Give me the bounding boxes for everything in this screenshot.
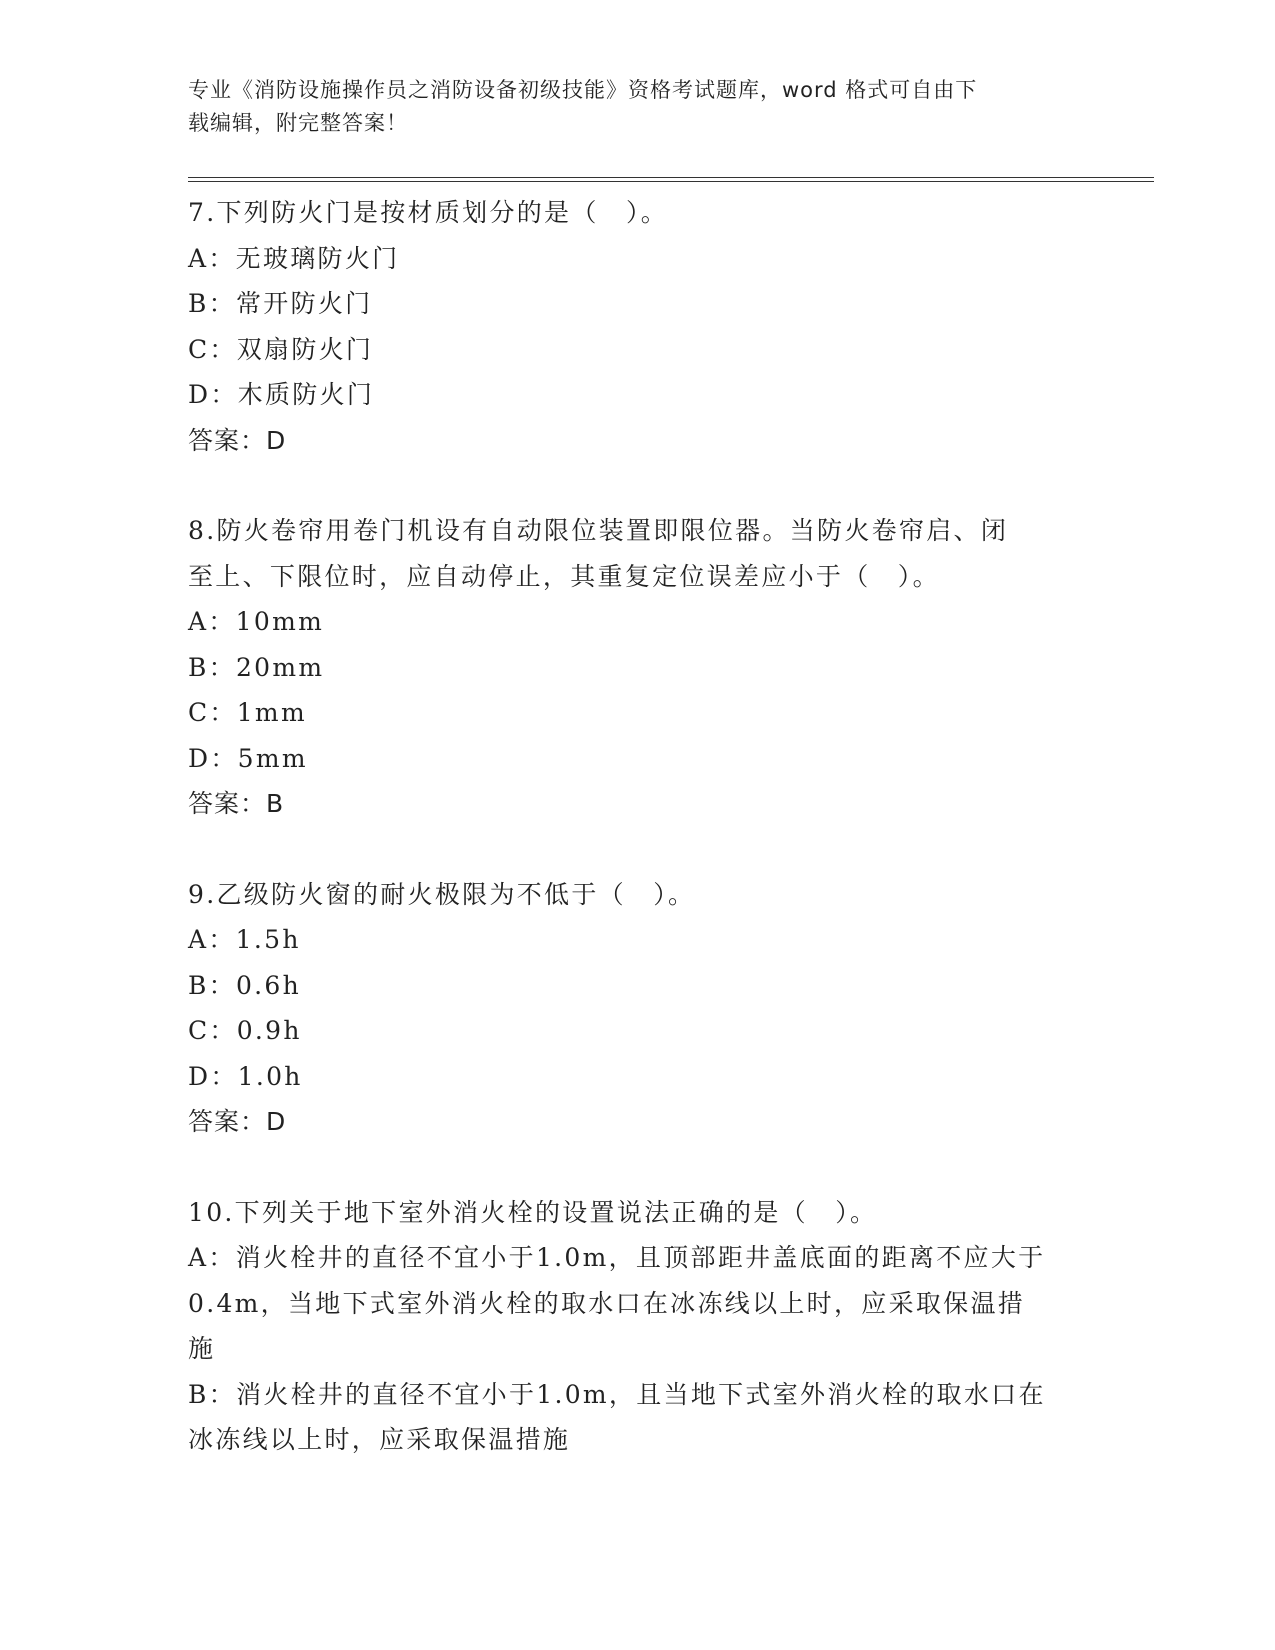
option-a: A：1.5h	[188, 925, 301, 954]
question-stem: 10.下列关于地下室外消火栓的设置说法正确的是（ ）。	[188, 1197, 878, 1227]
option-d: D：木质防火门	[188, 380, 375, 409]
option-b: B：常开防火门	[188, 289, 373, 318]
option-a: A：无玻璃防火门	[188, 243, 400, 273]
option-a-continued: 0.4m，当地下式室外消火栓的取水口在冰冻线以上时，应采取保温措	[188, 1288, 1026, 1318]
option-d: D：5mm	[188, 743, 308, 773]
question-7	[188, 190, 1088, 463]
question-8	[188, 508, 1088, 827]
header-line: 专业《消防设施操作员之消防设备初级技能》资格考试题库，word 格式可自由下	[188, 78, 978, 102]
option-c: C：0.9h	[188, 1016, 302, 1045]
option-b: B：20mm	[188, 652, 325, 682]
answer-label: 答案：D	[188, 1107, 287, 1136]
question-stem: 至上、下限位时，应自动停止，其重复定位误差应小于（ ）。	[188, 561, 940, 591]
answer-label: 答案：B	[188, 789, 285, 818]
option-a-continued: 施	[188, 1334, 216, 1363]
option-d: D：1.0h	[188, 1061, 303, 1091]
question-list	[188, 190, 1088, 1508]
option-b: B：消火栓井的直径不宜小于1.0m，且当地下式室外消火栓的取水口在	[188, 1379, 1046, 1409]
header-divider	[188, 177, 1154, 178]
question-stem: 7.下列防火门是按材质划分的是（ ）。	[188, 198, 669, 227]
document-header	[188, 74, 1068, 140]
question-9	[188, 872, 1088, 1145]
option-a: A：消火栓井的直径不宜小于1.0m，且顶部距井盖底面的距离不应大于	[188, 1243, 1046, 1272]
question-10	[188, 1190, 1088, 1463]
option-c: C：双扇防火门	[188, 334, 374, 364]
option-a: A：10mm	[188, 607, 325, 636]
question-stem: 8.防火卷帘用卷门机设有自动限位装置即限位器。当防火卷帘启、闭	[188, 516, 1009, 545]
option-b-continued: 冰冻线以上时，应采取保温措施	[188, 1425, 571, 1454]
header-divider	[188, 181, 1154, 182]
option-c: C：1mm	[188, 698, 307, 727]
header-line: 载编辑，附完整答案！	[188, 111, 408, 135]
answer-label: 答案：D	[188, 425, 287, 455]
question-stem: 9.乙级防火窗的耐火极限为不低于（ ）。	[188, 879, 696, 909]
option-b: B：0.6h	[188, 970, 302, 1000]
